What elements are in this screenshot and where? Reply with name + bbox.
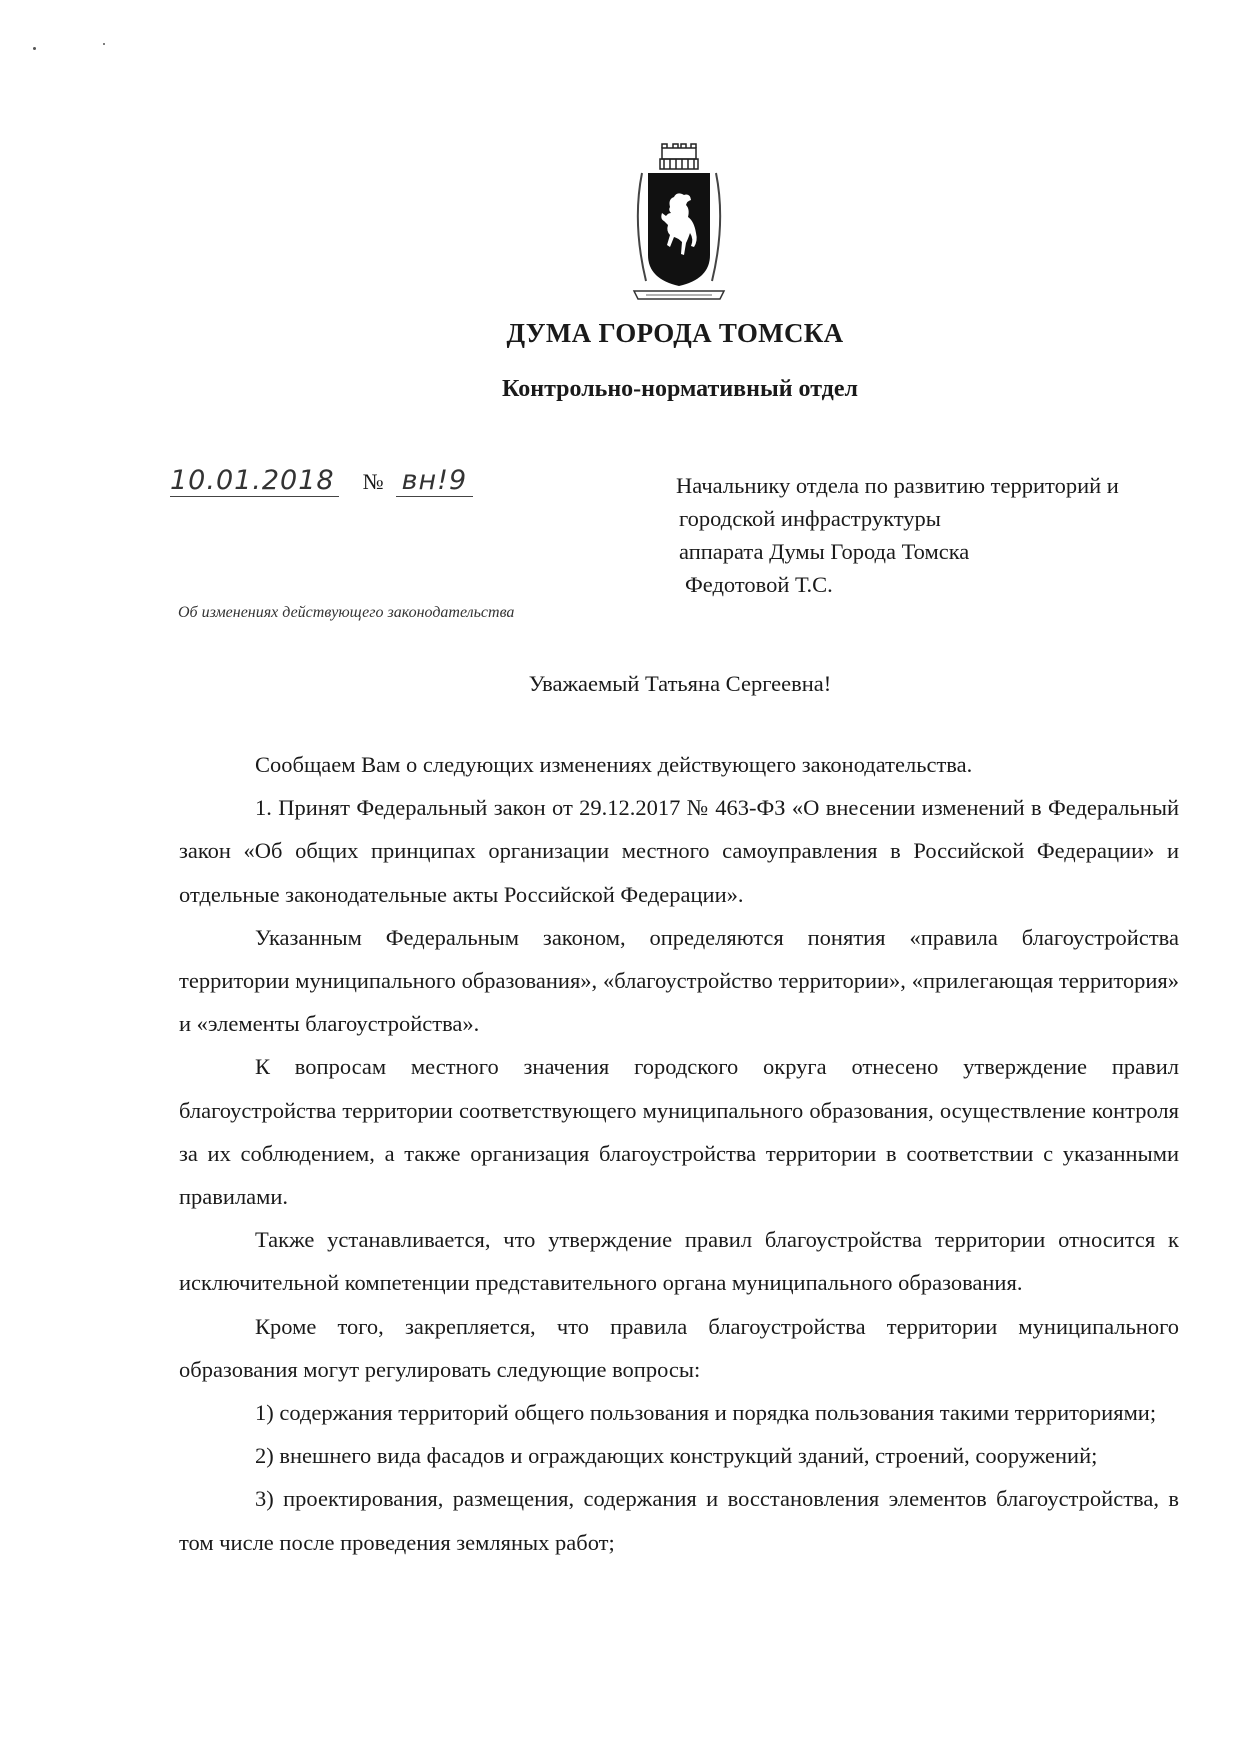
letter-body <box>179 743 1179 1564</box>
addressee-line: городской инфраструктуры <box>679 506 941 531</box>
scan-speck <box>103 43 105 45</box>
addressee-line: Федотовой Т.С. <box>685 572 833 597</box>
organization-title: ДУМА ГОРОДА ТОМСКА <box>506 318 844 348</box>
paragraph: Также устанавливается, что утверждение правил благоустройства территории относится к исключительной компетенции представительного органа муниципального образования. <box>179 1227 1179 1296</box>
list-item: 3) проектирования, размещения, содержания и восстановления элементов благоустройства, в том числе после проведения земляных работ; <box>179 1486 1179 1555</box>
addressee-line: аппарата Думы Города Томска <box>679 539 970 564</box>
salutation: Уважаемый Татьяна Сергеевна! <box>528 671 832 696</box>
paragraph: К вопросам местного значения городского округа отнесено утверждение правил благоустройства территории соответствующего муниципального образования, осуществление контроля за их соблюдением, а также организация благоустройства территории в соответствии с указанными правилами. <box>179 1054 1179 1210</box>
department-title: Контрольно-нормативный отдел <box>502 376 858 402</box>
list-item: 2) внешнего вида фасадов и ограждающих конструкций зданий, строений, сооружений; <box>255 1443 1098 1469</box>
paragraph: Указанным Федеральным законом, определяются понятия «правила благоустройства территории муниципального образования», «благоустройство территории», «прилегающая территория» и «элементы благоустройства». <box>179 924 1179 1037</box>
wreath-left <box>638 173 646 281</box>
tomsk-coat-of-arms-icon <box>624 143 734 308</box>
paragraph: Сообщаем Вам о следующих изменениях действующего законодательства. <box>255 752 973 777</box>
list-item: 1) содержания территорий общего пользования и порядка пользования такими территориями; <box>255 1400 1157 1426</box>
crown-icon <box>660 144 698 169</box>
scan-speck <box>33 47 36 50</box>
wreath-right <box>712 173 720 281</box>
paragraph: Кроме того, закрепляется, что правила благоустройства территории муниципального образования могут регулировать следующие вопросы: <box>179 1313 1179 1382</box>
paragraph: 1. Принят Федеральный закон от 29.12.2017 № 463-ФЗ «О внесении изменений в Федеральный закон «Об общих принципах организации местного самоуправления в Российской Федерации» и отдельные законодательные акты Российской Федерации». <box>179 795 1179 907</box>
number-sign: № <box>362 469 384 494</box>
addressee-block <box>676 469 1196 601</box>
registration-line <box>170 466 473 506</box>
addressee-line: Начальнику отдела по развитию территорий и <box>676 473 1119 498</box>
handwritten-date: 10.01.2018 <box>170 466 339 497</box>
subject-line: Об изменениях действующего законодательства <box>178 604 515 621</box>
handwritten-number: вн!9 <box>396 466 474 497</box>
